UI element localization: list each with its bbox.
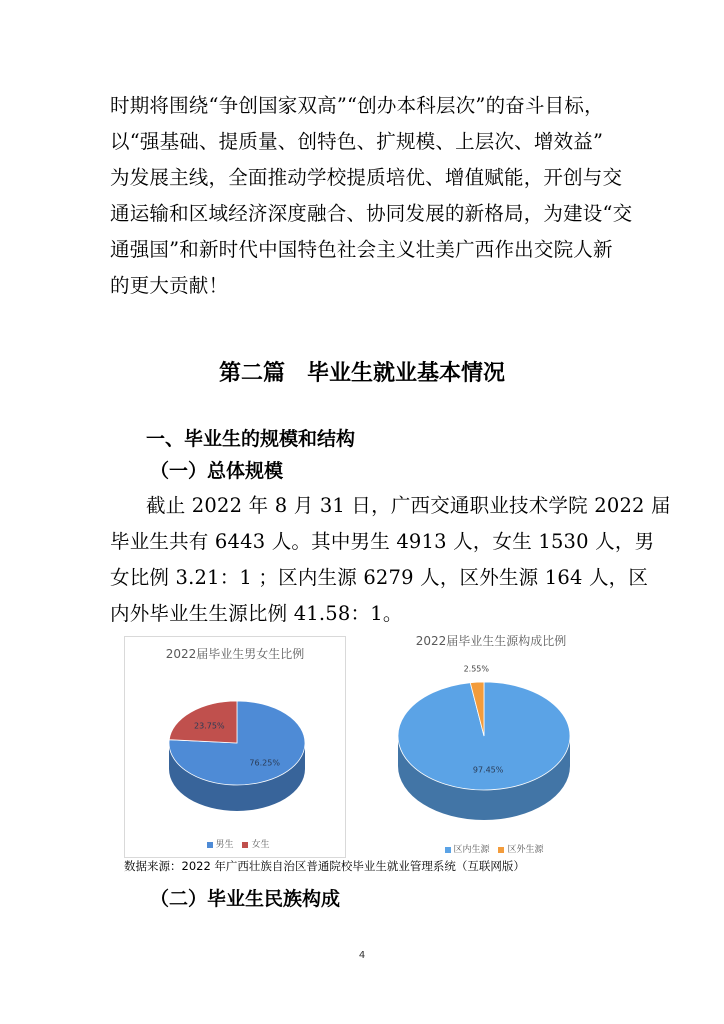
scale-line: 女比例 3.21：1 ；区内生源 6279 人，区外生源 164 人，区 (110, 566, 649, 589)
legend-label-local: 区内生源 (453, 845, 490, 855)
page-number: 4 (358, 950, 366, 961)
subsection-heading: （二）毕业生民族构成 (150, 888, 341, 910)
data-source-note: 数据来源：2022 年广西壮族自治区普通院校毕业生就业管理系统（互联网版） (124, 859, 525, 873)
data-label: 23.75% (194, 721, 225, 731)
gender-pie (125, 665, 345, 845)
scale-line: 内外毕业生生源比例 41.58：1。 (110, 602, 403, 625)
origin-ratio-chart (380, 636, 602, 858)
chart-legend (380, 842, 602, 855)
legend-label-male: 男生 (215, 840, 234, 850)
data-label: 76.25% (249, 758, 280, 768)
chart-title: 2022届毕业生生源构成比例 (415, 634, 567, 648)
origin-pie (380, 660, 602, 840)
legend-swatch-female (242, 842, 248, 848)
chart-title: 2022届毕业生男女生比例 (165, 647, 305, 661)
legend-label-female: 女生 (251, 840, 270, 850)
legend-swatch-external (498, 847, 504, 853)
intro-line: 通强国”和新时代中国特色社会主义壮美广西作出交院人新 (110, 238, 613, 261)
legend-swatch-male (207, 842, 213, 848)
intro-line: 时期将围绕“争创国家双高”“创办本科层次”的奋斗目标， (110, 94, 604, 117)
intro-line: 以“强基础、提质量、创特色、扩规模、上层次、增效益” (110, 130, 604, 153)
gender-ratio-chart (124, 636, 346, 858)
intro-line: 的更大贡献！ (110, 274, 229, 297)
chapter-title: 第二篇 毕业生就业基本情况 (218, 361, 505, 386)
legend-label-external: 区外生源 (507, 845, 544, 855)
subsection-heading: （一）总体规模 (150, 460, 284, 482)
chart-legend (125, 837, 345, 850)
data-label: 97.45% (472, 765, 504, 775)
data-label: 2.55% (463, 664, 490, 674)
intro-line: 通运输和区域经济深度融合、协同发展的新格局，为建设“交 (110, 202, 633, 225)
scale-line: 截止 2022 年 8 月 31 日，广西交通职业技术学院 2022 届 (146, 494, 671, 517)
section-heading: 一、毕业生的规模和结构 (146, 428, 356, 450)
intro-paragraph (110, 88, 633, 304)
intro-line: 为发展主线，全面推动学校提质培优、增值赋能，开创与交 (110, 166, 623, 189)
scale-paragraph (110, 488, 671, 632)
scale-line: 毕业生共有 6443 人。其中男生 4913 人，女生 1530 人，男 (110, 530, 655, 553)
legend-swatch-local (445, 847, 451, 853)
